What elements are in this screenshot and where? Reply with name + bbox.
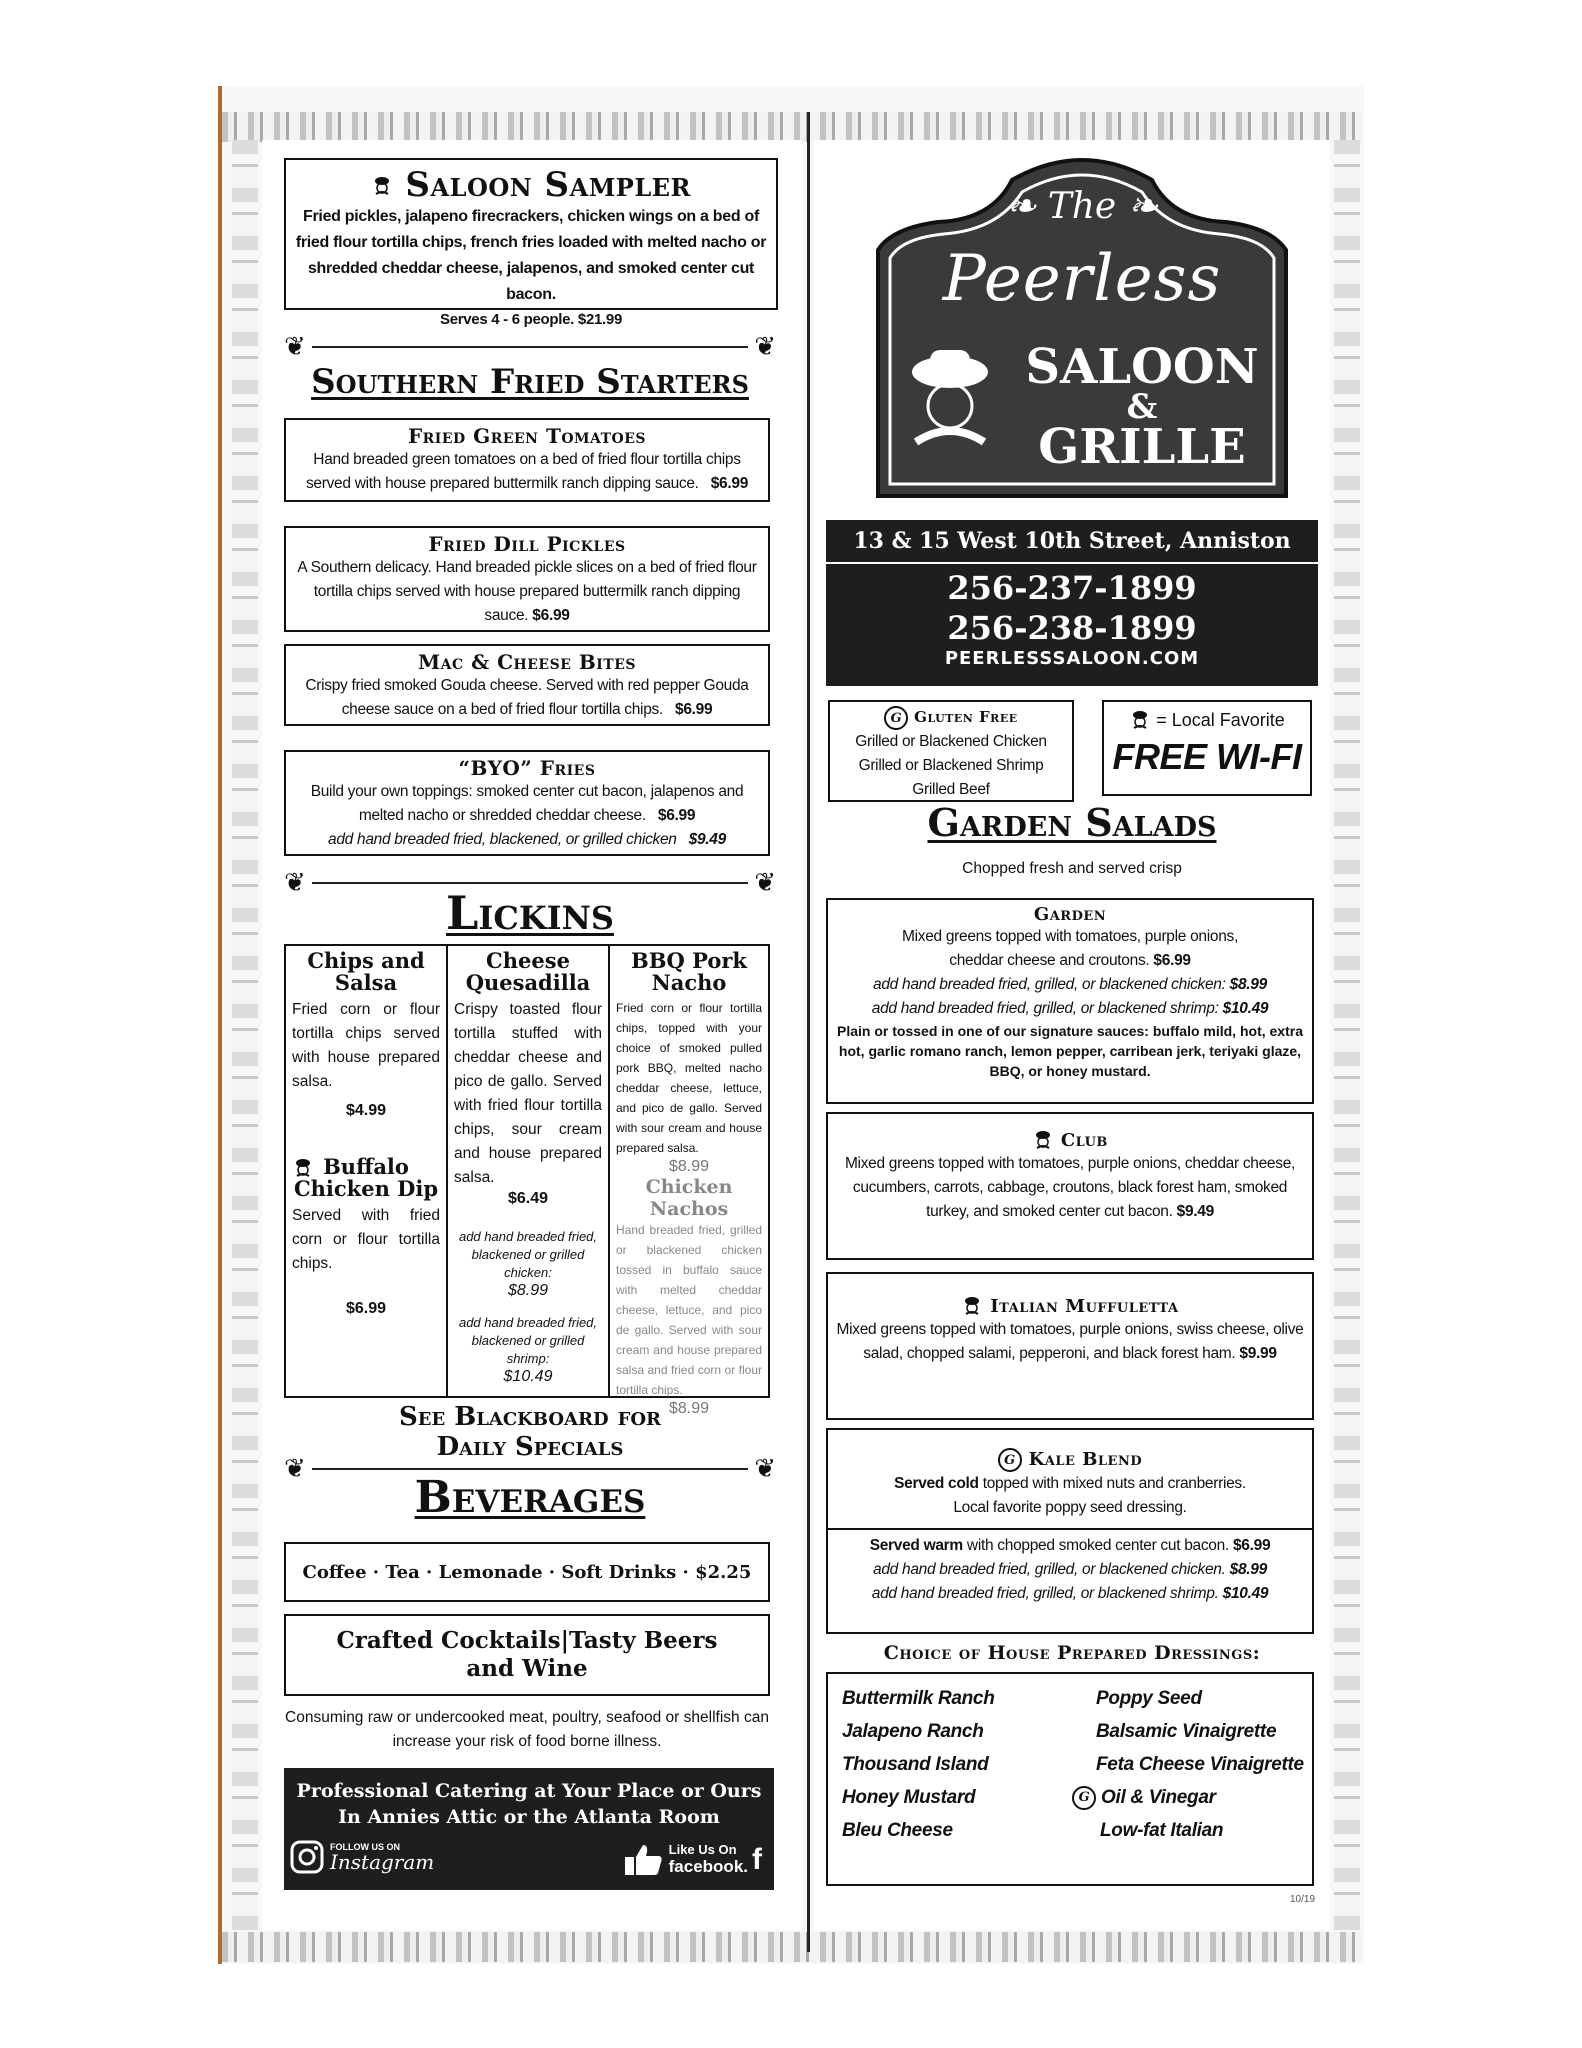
logo-amp: & bbox=[1126, 387, 1158, 427]
item-name: Kale Blend bbox=[1028, 1449, 1143, 1470]
item-addon-price: $8.99 bbox=[1229, 1561, 1267, 1578]
item-desc: Build your own toppings: smoked center cut bacon, jalapenos and melted nacho or shredded cheddar cheese. bbox=[310, 783, 744, 824]
logo-the: The bbox=[1047, 186, 1117, 227]
bottom-frieze bbox=[222, 1932, 1362, 1962]
item-name: Cheese Quesadilla bbox=[465, 948, 591, 995]
item-name: Chicken Nachos bbox=[645, 1176, 733, 1220]
scroll-ornament-icon: ❦ bbox=[754, 1454, 776, 1484]
flourish-divider bbox=[284, 330, 776, 364]
salad-item bbox=[826, 1272, 1314, 1420]
scroll-ornament-icon: ❧ bbox=[1006, 186, 1037, 227]
item-price: $6.99 bbox=[710, 475, 749, 492]
lickins-col-nacho bbox=[610, 946, 768, 1417]
item-addon-price: $8.99 bbox=[507, 1282, 549, 1299]
top-frieze bbox=[222, 112, 1362, 142]
dressings-title: Choice of House Prepared Dressings: bbox=[883, 1642, 1261, 1664]
instagram-icon bbox=[290, 1840, 324, 1874]
date-code: 10/19 bbox=[1290, 1894, 1316, 1905]
phone-1[interactable]: 256-237-1899 bbox=[947, 569, 1197, 607]
local-favorite-icon bbox=[292, 1158, 314, 1180]
gf-item: Grilled Beef bbox=[912, 781, 990, 798]
gf-item: Grilled or Blackened Shrimp bbox=[858, 757, 1044, 774]
saloon-sampler-box bbox=[284, 158, 778, 328]
item-price: $6.99 bbox=[1232, 1537, 1271, 1554]
facebook-link[interactable] bbox=[623, 1842, 762, 1877]
item-desc: cheddar cheese and croutons. bbox=[949, 952, 1150, 969]
item-addon-price: $8.99 bbox=[1229, 976, 1267, 993]
item-desc: Mixed greens topped with tomatoes, purple onions, swiss cheese, olive salad, chopped salami, pepperoni, and black forest ham. bbox=[836, 1321, 1304, 1362]
column-divider bbox=[807, 112, 810, 1952]
dressing-item: Thousand Island bbox=[842, 1754, 989, 1775]
gluten-free-icon: G bbox=[1072, 1786, 1096, 1810]
item-addon: add hand breaded fried, grilled, or blackened shrimp: bbox=[871, 1000, 1219, 1017]
specials-line2: Daily Specials bbox=[436, 1432, 624, 1462]
lickins-col-quesadilla bbox=[448, 946, 610, 1396]
gluten-free-icon: G bbox=[998, 1448, 1022, 1472]
beverages-title: Beverages bbox=[414, 1472, 646, 1523]
dressing-item: Balsamic Vinaigrette bbox=[1096, 1721, 1277, 1742]
logo-name: Peerless bbox=[942, 242, 1222, 316]
salad-item bbox=[826, 1428, 1314, 1634]
kale-warm-label: Served warm bbox=[869, 1537, 963, 1554]
starter-item bbox=[284, 418, 770, 502]
logo bbox=[872, 150, 1292, 502]
scroll-ornament-icon: ❦ bbox=[284, 332, 306, 362]
scroll-ornament-icon: ❦ bbox=[284, 1454, 306, 1484]
like-label: Like Us On bbox=[668, 1842, 737, 1857]
item-name: Italian Muffuletta bbox=[990, 1296, 1179, 1317]
local-favorite-label: = Local Favorite bbox=[1156, 710, 1285, 730]
phone-2[interactable]: 256-238-1899 bbox=[947, 609, 1197, 647]
dressing-item: Poppy Seed bbox=[1096, 1688, 1202, 1709]
catering-line1: Professional Catering at Your Place or Ours bbox=[296, 1780, 762, 1802]
cocktails-text: Crafted Cocktails|Tasty Beers and Wine bbox=[336, 1627, 718, 1682]
item-name: Garden bbox=[1033, 904, 1107, 925]
thumbs-up-icon bbox=[623, 1843, 663, 1877]
sauces-note: Plain or tossed in one of our signature sauces: buffalo mild, hot, extra hot, garlic romano ranch, lemon pepper, carribean jerk, teriyaki glaze, BBQ, or honey mustard. bbox=[837, 1023, 1303, 1079]
item-name: Club bbox=[1060, 1130, 1108, 1151]
facebook-label: facebook. bbox=[668, 1857, 748, 1876]
local-favorite-icon bbox=[961, 1296, 983, 1318]
sampler-serves: Serves 4 - 6 people. $21.99 bbox=[439, 311, 622, 328]
item-price: $4.99 bbox=[345, 1102, 387, 1119]
local-favorite-icon bbox=[1129, 710, 1151, 732]
item-name: “BYO” Fries bbox=[458, 756, 596, 780]
beverage-list-box bbox=[284, 1542, 770, 1602]
item-price: $6.99 bbox=[532, 607, 570, 624]
item-addon: add hand breaded fried, grilled, or blackened chicken. bbox=[873, 1561, 1226, 1578]
dressings-box bbox=[826, 1672, 1314, 1886]
item-price: $8.99 bbox=[668, 1158, 710, 1175]
catering-banner bbox=[284, 1768, 774, 1890]
item-name: Mac & Cheese Bites bbox=[417, 650, 636, 674]
item-desc: Served with fried corn or flour tortilla chips. bbox=[292, 1207, 440, 1272]
item-desc: Crispy fried smoked Gouda cheese. Served with red pepper Gouda cheese sauce on a bed of fried flour tortilla chips. bbox=[305, 677, 749, 718]
scroll-ornament-icon: ❦ bbox=[754, 332, 776, 362]
item-name: Chips and Salsa bbox=[307, 948, 425, 995]
local-favorite-icon bbox=[371, 176, 393, 198]
item-addon: add hand breaded fried, blackened or grilled shrimp: bbox=[458, 1315, 598, 1366]
item-addon: add hand breaded fried, grilled, or blackened chicken: bbox=[873, 976, 1226, 993]
kale-dressing: Local favorite poppy seed dressing. bbox=[953, 1499, 1187, 1516]
local-favorite-icon bbox=[1032, 1130, 1054, 1152]
instagram-label: Instagram bbox=[330, 1850, 435, 1874]
gf-title: Gluten Free bbox=[914, 708, 1018, 726]
right-band bbox=[1334, 140, 1360, 1930]
item-price: $6.99 bbox=[657, 807, 696, 824]
item-price: $6.99 bbox=[675, 701, 713, 718]
dressing-item: Low-fat Italian bbox=[1100, 1820, 1224, 1841]
wifi-label: FREE WI-FI bbox=[1112, 736, 1302, 778]
logo-saloon: SALOON bbox=[1025, 339, 1259, 395]
item-price: $6.99 bbox=[345, 1300, 387, 1317]
item-addon: add hand breaded fried, blackened, or grilled chicken bbox=[328, 831, 677, 848]
instagram-link[interactable] bbox=[290, 1840, 434, 1874]
item-price: $9.99 bbox=[1239, 1345, 1277, 1362]
item-price: $9.49 bbox=[1176, 1203, 1214, 1220]
dressing-item: Feta Cheese Vinaigrette bbox=[1096, 1754, 1304, 1775]
sampler-desc: Fried pickles, jalapeno firecrackers, chicken wings on a bed of fried flour tortilla chips, french fries loaded with melted nacho or shredded cheddar cheese, jalapenos, and smoked center cut bacon. bbox=[295, 208, 767, 303]
local-favorite-legend bbox=[1102, 700, 1312, 796]
item-desc: Crispy toasted flour tortilla stuffed with cheddar cheese and pico de gallo. Served with fried flour tortilla chips, sour cream and house prepared salsa. bbox=[454, 1001, 602, 1186]
salads-subtitle: Chopped fresh and served crisp bbox=[962, 860, 1182, 877]
item-desc: topped with mixed nuts and cranberries. bbox=[982, 1475, 1246, 1492]
item-addon-price: $9.49 bbox=[688, 831, 726, 848]
item-name: BBQ Pork Nacho bbox=[631, 948, 747, 995]
specials-line1: See Blackboard for bbox=[398, 1402, 662, 1432]
salad-item bbox=[826, 898, 1314, 1104]
sampler-title: Saloon Sampler bbox=[405, 165, 691, 205]
item-name: Fried Dill Pickles bbox=[428, 532, 626, 556]
item-price: $6.99 bbox=[1153, 952, 1191, 969]
cocktails-box bbox=[284, 1614, 770, 1696]
gluten-free-icon: G bbox=[884, 706, 908, 730]
starters-title: Southern Fried Starters bbox=[311, 362, 749, 402]
lickins-title: Lickins bbox=[446, 886, 614, 940]
logo-grille: GRILLE bbox=[1038, 419, 1246, 475]
address: 13 & 15 West 10th Street, Anniston bbox=[853, 528, 1291, 554]
dressing-item: Jalapeno Ranch bbox=[842, 1721, 984, 1742]
dressing-item: Bleu Cheese bbox=[842, 1820, 953, 1841]
item-addon-price: $10.49 bbox=[1222, 1585, 1269, 1602]
food-warning: Consuming raw or undercooked meat, poultry, seafood or shellfish can increase your risk of food borne illness. bbox=[285, 1709, 769, 1750]
contact-block bbox=[826, 520, 1318, 686]
item-addon: add hand breaded fried, blackened or grilled chicken: bbox=[458, 1229, 598, 1280]
item-price: $6.49 bbox=[507, 1190, 549, 1207]
dressings-right bbox=[1066, 1682, 1304, 1847]
beverage-list: Coffee · Tea · Lemonade · Soft Drinks · $2.25 bbox=[302, 1561, 752, 1583]
item-desc: Hand breaded fried, grilled or blackened chicken tossed in buffalo sauce with melted cheddar cheese, lettuce, and pico de gallo. Served with sour cream and house prepared salsa and fried corn or flour tortilla chips. bbox=[616, 1223, 762, 1397]
scroll-ornament-icon: ❧ bbox=[1127, 186, 1158, 227]
dressing-item: Honey Mustard bbox=[842, 1787, 976, 1808]
item-desc: Mixed greens topped with tomatoes, purple onions, cheddar cheese, cucumbers, carrots, cabbage, croutons, black forest ham, smoked turkey, and smoked center cut bacon. bbox=[844, 1155, 1296, 1220]
dressing-item: Oil & Vinegar bbox=[1100, 1787, 1216, 1808]
salads-title: Garden Salads bbox=[927, 800, 1217, 845]
lickins-col-chips bbox=[286, 946, 448, 1396]
item-name: Buffalo Chicken Dip bbox=[293, 1154, 439, 1201]
item-desc: Fried corn or flour tortilla chips served with house prepared salsa. bbox=[292, 1001, 440, 1090]
item-name: Fried Green Tomatoes bbox=[407, 424, 647, 448]
starter-item bbox=[284, 644, 770, 726]
item-desc: Mixed greens topped with tomatoes, purple onions, bbox=[902, 928, 1238, 945]
gluten-free-legend bbox=[828, 700, 1074, 802]
follow-label: FOLLOW US ON bbox=[330, 1842, 400, 1852]
facebook-icon: f bbox=[752, 1842, 762, 1876]
item-addon-price: $10.49 bbox=[1222, 1000, 1269, 1017]
dressings-left bbox=[842, 1682, 995, 1847]
item-addon-price: $10.49 bbox=[503, 1368, 553, 1385]
salad-item bbox=[826, 1112, 1314, 1260]
item-desc: with chopped smoked center cut bacon. bbox=[966, 1537, 1229, 1554]
gf-item: Grilled or Blackened Chicken bbox=[855, 733, 1047, 750]
starter-item bbox=[284, 750, 770, 856]
dressing-item: Buttermilk Ranch bbox=[842, 1688, 995, 1709]
item-addon: add hand breaded fried, grilled, or blackened shrimp. bbox=[871, 1585, 1219, 1602]
website-link[interactable]: PEERLESSSALOON.COM bbox=[944, 648, 1200, 669]
item-desc: Hand breaded green tomatoes on a bed of fried flour tortilla chips served with house prepared buttermilk ranch dipping sauce. bbox=[305, 451, 741, 492]
scroll-ornament-icon: ❦ bbox=[284, 868, 306, 898]
starter-item bbox=[284, 526, 770, 632]
left-band bbox=[232, 140, 258, 1930]
item-desc: Fried corn or flour tortilla chips, topped with your choice of smoked pulled pork BBQ, melted nacho cheddar cheese, lettuce, and pico de gallo. Served with sour cream and house prepared salsa. bbox=[616, 1001, 762, 1155]
item-price: $8.99 bbox=[668, 1400, 710, 1417]
kale-cold-label: Served cold bbox=[894, 1475, 979, 1492]
scroll-ornament-icon: ❦ bbox=[754, 868, 776, 898]
catering-line2: In Annies Attic or the Atlanta Room bbox=[338, 1806, 720, 1828]
item-desc: A Southern delicacy. Hand breaded pickle slices on a bed of fried flour tortilla chips served with house prepared buttermilk ranch dipping sauce. bbox=[297, 559, 757, 624]
